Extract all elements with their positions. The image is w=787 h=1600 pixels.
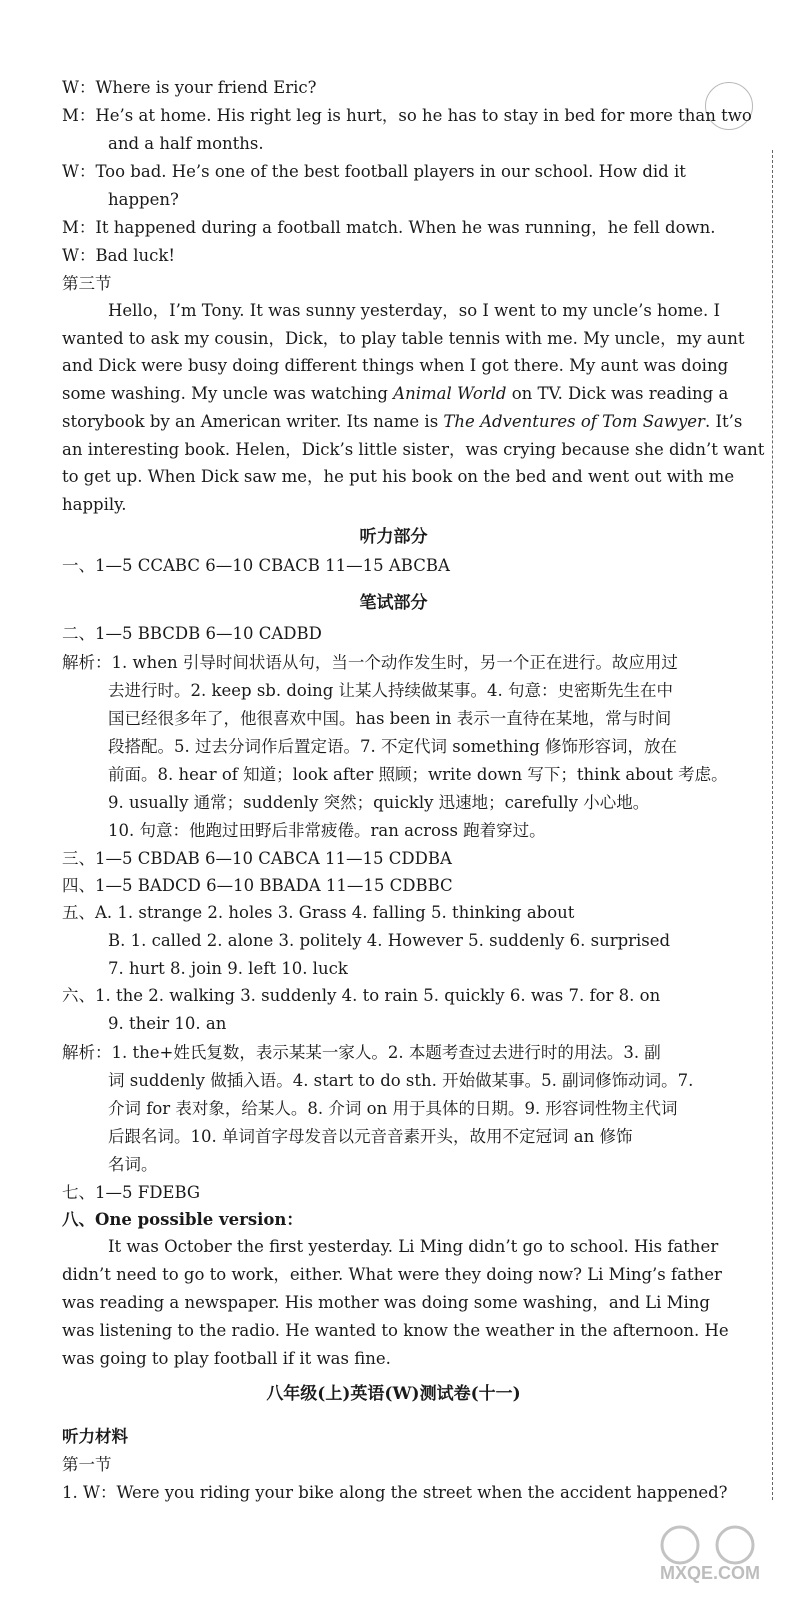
analysis-line: 前面。8. hear of 知道；look after 照顾；write down 写下；think about 考虑。 [108, 765, 728, 784]
margin-rule [772, 150, 773, 1500]
passage-line [62, 409, 747, 435]
dialogue-line: M：He’s at home. His right leg is hurt，so he has to stay in bed for more than two [62, 106, 752, 125]
section-heading: 第一节 [62, 1455, 112, 1474]
passage-text: some washing. My uncle was watching [62, 384, 394, 403]
listening-title: 听力部分 [359, 527, 428, 547]
essay-line: was going to play football if it was fine. [62, 1349, 391, 1368]
passage-text: storybook by an American writer. Its name is [62, 412, 444, 431]
dialogue-line: and a half months. [108, 134, 264, 153]
dialogue-line: W：Too bad. He’s one of the best football players in our school. How did it [62, 162, 686, 181]
passage-line: and Dick were busy doing different things when I got there. My aunt was doing [62, 356, 729, 375]
test-title: 八年级(上)英语(W)测试卷(十一) [266, 1384, 521, 1404]
section-heading: 第三节 [62, 274, 112, 293]
passage-line: to get up. When Dick saw me，he put his book on the bed and went out with me [62, 467, 735, 486]
analysis-line: 国已经很多年了，他很喜欢中国。has been in 表示一直待在某地，常与时间 [108, 709, 672, 728]
passage-line: wanted to ask my cousin，Dick，to play table tennis with me. My uncle，my aunt [62, 329, 745, 348]
answer-line: 五、A. 1. strange 2. holes 3. Grass 4. falling 5. thinking about [62, 903, 575, 922]
watermark-text: MXQE.COM [659, 1563, 761, 1583]
passage-text: . It’s [704, 412, 743, 431]
material-title: 听力材料 [62, 1427, 128, 1446]
essay-line: was listening to the radio. He wanted to know the weather in the afternoon. He [62, 1321, 729, 1340]
essay-line: didn’t need to go to work，either. What were they doing now? Li Ming’s father [62, 1265, 722, 1284]
passage-line: an interesting book. Helen，Dick’s little sister，was crying because she didn’t want [62, 440, 765, 459]
writing-title: 笔试部分 [359, 593, 428, 613]
question-line: 1. W：Were you riding your bike along the street when the accident happened? [62, 1483, 728, 1502]
dialogue-line: W：Bad luck! [62, 246, 176, 265]
analysis-line: 去进行时。2. keep sb. doing 让某人持续做某事。4. 句意：史密斯先生在中 [108, 681, 674, 700]
answer-line: 七、1—5 FDEBG [62, 1183, 201, 1202]
answer-line: 7. hurt 8. join 9. left 10. luck [108, 959, 348, 978]
analysis-line: 解析：1. when 引导时间状语从句，当一个动作发生时，另一个正在进行。故应用过 [62, 653, 678, 672]
listening-answers: 一、1—5 CCABC 6—10 CBACB 11—15 ABCBA [62, 556, 450, 575]
answer-line: B. 1. called 2. alone 3. politely 4. However 5. suddenly 6. surprised [108, 931, 671, 950]
answer-line: 三、1—5 CBDAB 6—10 CABCA 11—15 CDDBA [62, 849, 452, 868]
essay-line: It was October the first yesterday. Li Ming didn’t go to school. His father [108, 1237, 719, 1256]
passage-text: on TV. Dick was reading a [506, 384, 729, 403]
analysis-line: 词 suddenly 做插入语。4. start to do sth. 开始做某事。5. 副词修饰动词。7. [108, 1071, 694, 1090]
dialogue-line: M：It happened during a football match. When he was running，he fell down. [62, 218, 716, 237]
analysis-line: 9. usually 通常；suddenly 突然；quickly 迅速地；carefully 小心地。 [108, 793, 650, 812]
essay-line: was reading a newspaper. His mother was doing some washing，and Li Ming [62, 1293, 710, 1312]
analysis-line: 10. 句意：他跑过田野后非常疲倦。ran across 跑着穿过。 [108, 821, 546, 840]
analysis-line: 解析：1. the+姓氏复数，表示某某一家人。2. 本题考查过去进行时的用法。3. 副 [62, 1043, 661, 1062]
answer-line: 9. their 10. an [108, 1014, 227, 1033]
book-title: The Adventures of Tom Sawyer [443, 412, 705, 431]
dialogue-line: W：Where is your friend Eric? [62, 78, 317, 97]
dialogue-line: happen? [108, 190, 179, 209]
analysis-line: 名词。 [108, 1155, 158, 1174]
answer-line: 八、One possible version： [62, 1210, 303, 1229]
passage-line [62, 381, 747, 407]
answer-line: 四、1—5 BADCD 6—10 BBADA 11—15 CDBBC [62, 876, 453, 895]
answer-line: 六、1. the 2. walking 3. suddenly 4. to rain 5. quickly 6. was 7. for 8. on [62, 986, 661, 1005]
analysis-line: 介词 for 表对象，给某人。8. 介词 on 用于具体的日期。9. 形容词性物主代词 [108, 1099, 678, 1118]
passage-line: happily. [62, 495, 127, 514]
passage-line: Hello，I’m Tony. It was sunny yesterday，so I went to my uncle’s home. I [108, 301, 721, 320]
watermark-logo [640, 1515, 780, 1585]
analysis-line: 段搭配。5. 过去分词作后置定语。7. 不定代词 something 修饰形容词，放在 [108, 737, 678, 756]
answer-line: 二、1—5 BBCDB 6—10 CADBD [62, 624, 322, 643]
analysis-line: 后跟名词。10. 单词首字母发音以元音音素开头，故用不定冠词 an 修饰 [108, 1127, 633, 1146]
program-title: Animal World [393, 384, 507, 403]
